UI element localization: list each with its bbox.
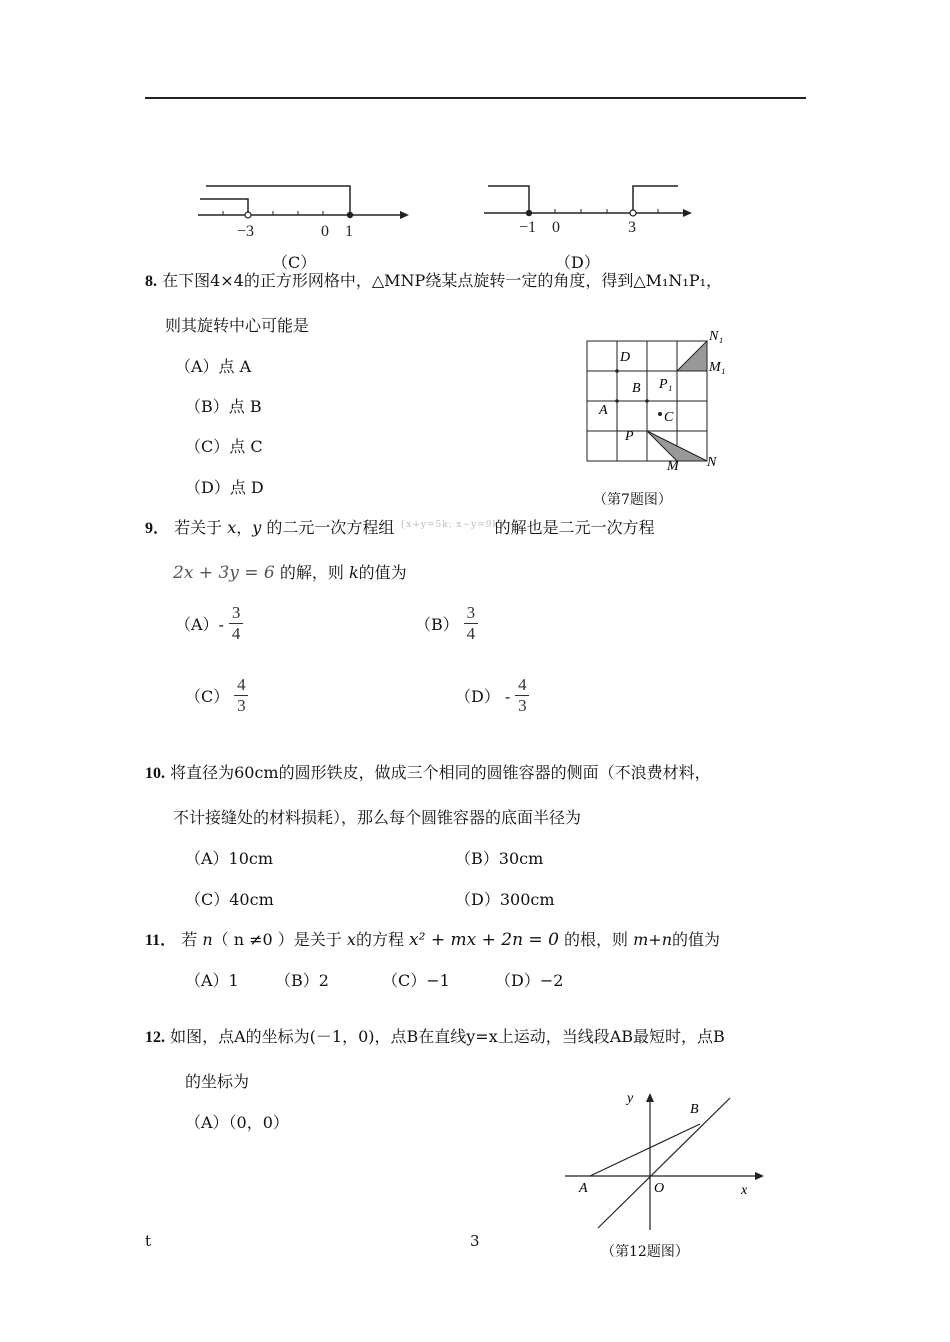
q12-number: 12. [145, 1029, 165, 1046]
q12-option-a: （A）（0，0） [185, 1113, 289, 1132]
tick-label: 1 [345, 223, 353, 240]
q9-option-label: （B） [415, 615, 459, 634]
tick-label: −3 [237, 223, 255, 240]
q8-option-b: （B）点 B [185, 397, 262, 416]
q8-text: 在下图4×4的正方形网格中，△MNP绕某点旋转一定的角度，得到△M₁N₁P₁， [162, 271, 723, 290]
q10-option-a: （A）10cm [185, 849, 274, 868]
q12-line2: 的坐标为 [185, 1072, 250, 1091]
q11-var-mn: m+n [633, 930, 672, 949]
q9-text: 的解也是二元一次方程 [494, 518, 655, 537]
q9-line2 [173, 560, 407, 583]
q11-text: 的值为 [672, 930, 721, 949]
q10-line2: 不计接缝处的材料损耗），那么每个圆锥容器的底面半径为 [173, 808, 582, 827]
q9-text: 若关于 [174, 518, 223, 537]
label-m: M [667, 459, 679, 474]
q11-var-n: n [202, 930, 213, 949]
q9-option-a [175, 603, 243, 644]
number-line-c-label: （C） [272, 253, 317, 272]
tick-label: 0 [552, 219, 560, 236]
q9-option-label: （D） - [455, 687, 511, 706]
label-x: x [741, 1183, 748, 1198]
closed-dot-neg1 [526, 210, 532, 216]
q8-option-a: （A）点 A [175, 357, 252, 376]
label-b: B [632, 381, 641, 396]
label-m1: M₁ [709, 360, 726, 375]
segment-ab [590, 1124, 700, 1176]
page-number: 3 [470, 1232, 480, 1250]
q9-var-k: k [348, 563, 359, 582]
closed-dot-1 [347, 212, 353, 218]
q9-var-y: y [252, 518, 262, 537]
frac-den: 3 [518, 696, 527, 715]
q9-equation-system: {x+y=5k; x−y=9k} [399, 519, 506, 530]
tick-label: 3 [628, 219, 636, 236]
label-c: C [664, 410, 674, 425]
q8-grid-figure [580, 326, 730, 478]
label-o: O [654, 1181, 665, 1196]
q9-text: 的解，则 [279, 563, 344, 582]
q12-text: 如图，点A的坐标为(－1，0)，点B在直线y=x上运动，当线段AB最短时，点B [170, 1027, 725, 1046]
q11-var-x: x [346, 930, 356, 949]
q9-line1 [145, 515, 655, 538]
q8-line1 [145, 268, 722, 291]
number-line-d-label: （D） [555, 253, 600, 272]
frac-num: 3 [231, 603, 241, 622]
number-line-c [190, 180, 410, 260]
q9-number: 9． [145, 520, 170, 537]
q9-var-x: x [227, 518, 237, 537]
q11-text: 若 [181, 930, 198, 949]
q10-option-c: （C）40cm [185, 890, 274, 909]
q10-option-b: （B）30cm [455, 849, 544, 868]
q11-text: 是关于 [293, 930, 342, 949]
q8-number: 8. [145, 273, 157, 290]
q10-number: 10. [145, 765, 165, 782]
q11-condition: （ n ≠0 ） [212, 930, 294, 949]
q12-line1 [145, 1024, 725, 1047]
q12-figure-caption: （第12题图） [601, 1244, 689, 1260]
label-b: B [690, 1102, 699, 1117]
frac-num: 4 [518, 675, 527, 694]
q9-option-d [455, 675, 529, 716]
label-a: A [599, 403, 608, 418]
q11-option-a: （A）1 [185, 971, 239, 990]
q8-line2: 则其旋转中心可能是 [165, 316, 310, 335]
label-p: P [625, 429, 634, 444]
q9-option-c [185, 675, 248, 716]
open-dot-neg3 [245, 212, 251, 218]
tick-label: 0 [321, 223, 329, 240]
q9-option-b [415, 603, 478, 644]
q11-option-d: （D）−2 [495, 971, 564, 990]
q9-text: 的二元一次方程组 [266, 518, 395, 537]
q11-text: 的根，则 [564, 930, 629, 949]
q11-line1 [145, 927, 720, 950]
tick-label: −1 [519, 219, 537, 236]
q9-text: 的值为 [358, 563, 407, 582]
q11-text: 的方程 [355, 930, 404, 949]
triangle-m1n1p1 [677, 341, 707, 371]
q10-line1 [145, 760, 711, 783]
q11-option-c: （C）−1 [382, 971, 450, 990]
q8-option-d: （D）点 D [185, 478, 264, 497]
frac-den: 4 [231, 624, 241, 643]
label-n1: N₁ [709, 329, 724, 344]
header-rule [145, 97, 806, 99]
label-a: A [579, 1181, 588, 1196]
q11-option-b: （B）2 [275, 971, 329, 990]
frac-den: 3 [237, 696, 246, 715]
frac-den: 4 [466, 624, 476, 643]
q9-option-label: （A）- [175, 615, 224, 634]
q11-equation: x² + mx + 2n = 0 [409, 930, 559, 950]
label-y: y [627, 1091, 634, 1106]
footer-left: t [145, 1232, 152, 1250]
frac-num: 4 [237, 675, 246, 694]
q8-option-c: （C）点 C [185, 437, 263, 456]
frac-num: 3 [466, 603, 476, 622]
q9-equation: 2x + 3y = 6 [173, 563, 275, 583]
q10-text: 将直径为60cm的圆形铁皮，做成三个相同的圆锥容器的侧面（不浪费材料， [170, 763, 711, 782]
open-dot-3 [630, 210, 636, 216]
label-d: D [620, 350, 631, 365]
q12-coordinate-figure [560, 1090, 770, 1240]
label-n: N [707, 455, 717, 470]
q10-option-d: （D）300cm [455, 890, 555, 909]
q8-figure-caption: （第7题图） [593, 492, 672, 508]
q9-option-label: （C） [185, 687, 230, 706]
q9-sep: ， [236, 518, 253, 537]
label-p1: P₁ [659, 377, 673, 392]
q11-number: 11． [145, 932, 177, 949]
number-line-d [478, 180, 698, 260]
